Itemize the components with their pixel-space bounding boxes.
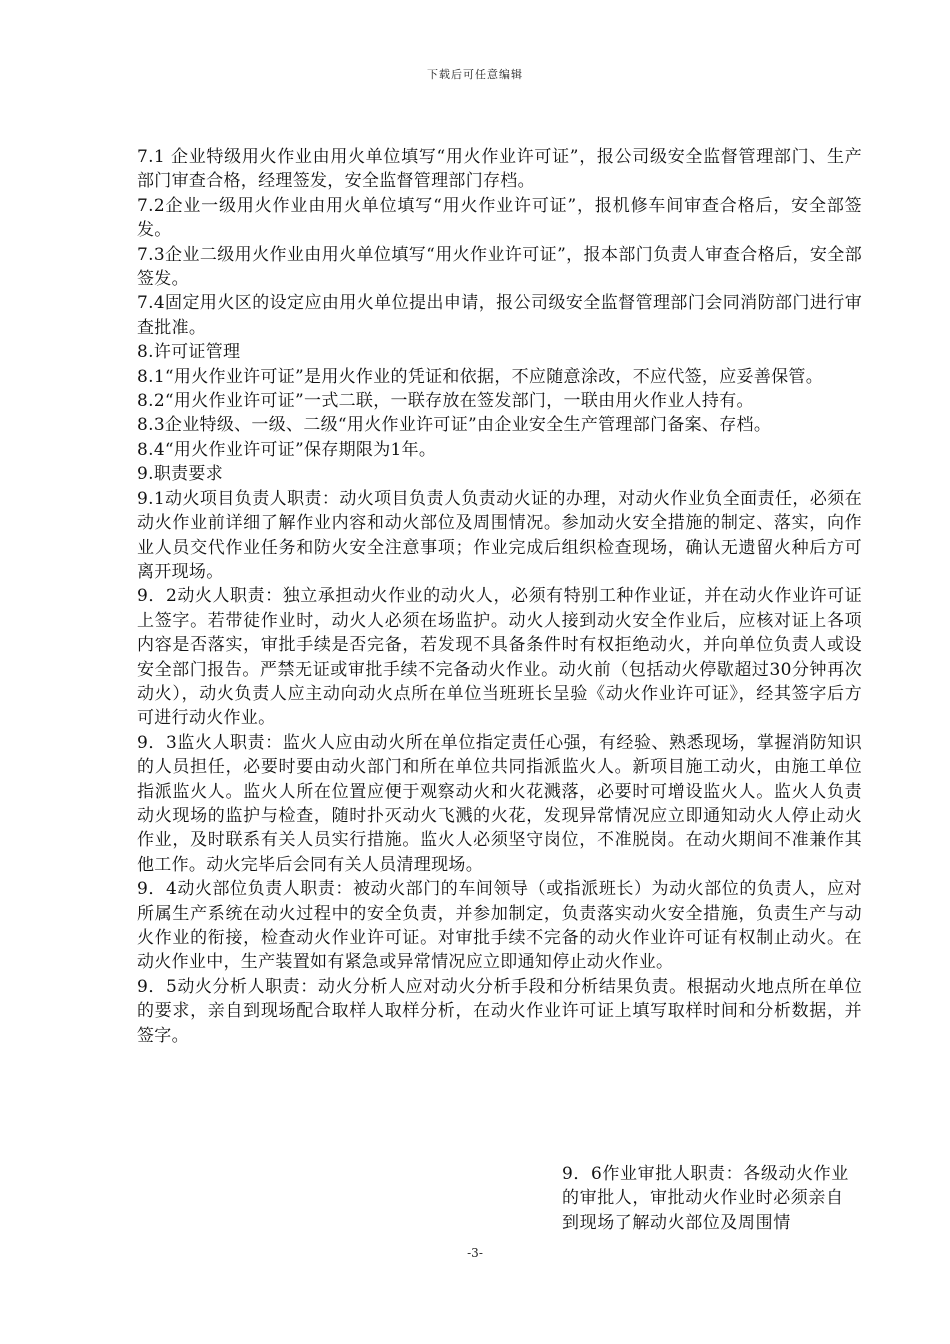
paragraph-9-5: 9．5动火分析人职责：动火分析人应对动火分析手段和分析结果负责。根据动火地点所在单位的要求，亲自到现场配合取样人取样分析，在动火作业许可证上填写取样时间和分析数据，并签字。 (137, 976, 862, 1046)
section-heading-8: 8.许可证管理 (137, 342, 241, 363)
paragraph-8-2: 8.2“用火作业许可证”一式二联，一联存放在签发部门，一联由用火作业人持有。 (137, 391, 754, 412)
page-number: -3- (467, 1246, 483, 1260)
page-header: 下载后可任意编辑 (427, 68, 523, 81)
paragraph-7-4: 7.4固定用火区的设定应由用火单位提出申请，报公司级安全监督管理部门会同消防部门进行审查批准。 (137, 293, 862, 338)
paragraph-7-3: 7.3企业二级用火作业由用火单位填写“用火作业许可证”，报本部门负责人审查合格后，安全部签发。 (137, 244, 862, 290)
paragraph-9-3: 9．3监火人职责：监火人应由动火所在单位指定责任心强，有经验、熟悉现场，掌握消防知识的人员担任，必要时要由动火部门和所在单位共同指派监火人。新项目施工动火，由施工单位指派监火人。监火人所在位置应便于观察动火和火花溅落，必要时可增设监火人。监火人负责动火现场的监护与检查，随时扑灭动火飞溅的火花，发现异常情况应立即通知动火人停止动火作业，及时联系有关人员实行措施。监火人必须坚守岗位，不准脱岗。在动火期间不准兼作其他工作。动火完毕后会同有关人员清理现场。 (137, 732, 862, 875)
paragraph-8-4: 8.4“用火作业许可证”保存期限为1年。 (137, 439, 437, 460)
paragraph-9-4: 9．4动火部位负责人职责：被动火部门的车间领导（或指派班长）为动火部位的负责人，应对所属生产系统在动火过程中的安全负责，并参加制定，负责落实动火安全措施，负责生产与动火作业的衔接，检查动火作业许可证。对审批手续不完备的动火作业许可证有权制止动火。在动火作业中，生产装置如有紧急或异常情况应立即通知停止动火作业。 (137, 879, 862, 973)
paragraph-8-1: 8.1“用火作业许可证”是用火作业的凭证和依据，不应随意涂改，不应代签，应妥善保管。 (137, 366, 824, 387)
paragraph-9-1: 9.1动火项目负责人职责：动火项目负责人负责动火证的办理，对动火作业负全面责任，必须在动火作业前详细了解作业内容和动火部位及周围情况。参加动火安全措施的制定、落实，向作业人员交代作业任务和防火安全注意事项；作业完成后组织检查现场，确认无遗留火种后方可离开现场。 (137, 488, 862, 582)
paragraph-7-1: 7.1 企业特级用火作业由用火单位填写“用火作业许可证”，报公司级安全监督管理部门、生产部门审查合格，经理签发，安全监督管理部门存档。 (137, 147, 862, 192)
paragraph-9-2: 9．2动火人职责：独立承担动火作业的动火人，必须有特别工种作业证，并在动火作业许可证上签字。若带徒作业时，动火人必须在场监护。动火人接到动火安全作业后，应核对证上各项内容是否落实，审批手续是否完备，若发现不具备条件时有权拒绝动火，并向单位负责人或设安全部门报告。严禁无证或审批手续不完备动火作业。动火前（包括动火停歇超过30分钟再次动火），动火负责人应主动向动火点所在单位当班班长呈验《动火作业许可证》，经其签字后方可进行动火作业。 (137, 586, 862, 729)
paragraph-9-6: 9．6作业审批人职责：各级动火作业的审批人，审批动火作业时必须亲自到现场了解动火部位及周围情 (562, 1164, 849, 1233)
document-body (137, 145, 862, 1048)
section-heading-9: 9.职责要求 (137, 464, 224, 485)
paragraph-8-3: 8.3企业特级、一级、二级“用火作业许可证”由企业安全生产管理部门备案、存档。 (137, 415, 772, 436)
paragraph-7-2: 7.2企业一级用火作业由用火单位填写“用火作业许可证”，报机修车间审查合格后，安全部签发。 (137, 195, 862, 241)
